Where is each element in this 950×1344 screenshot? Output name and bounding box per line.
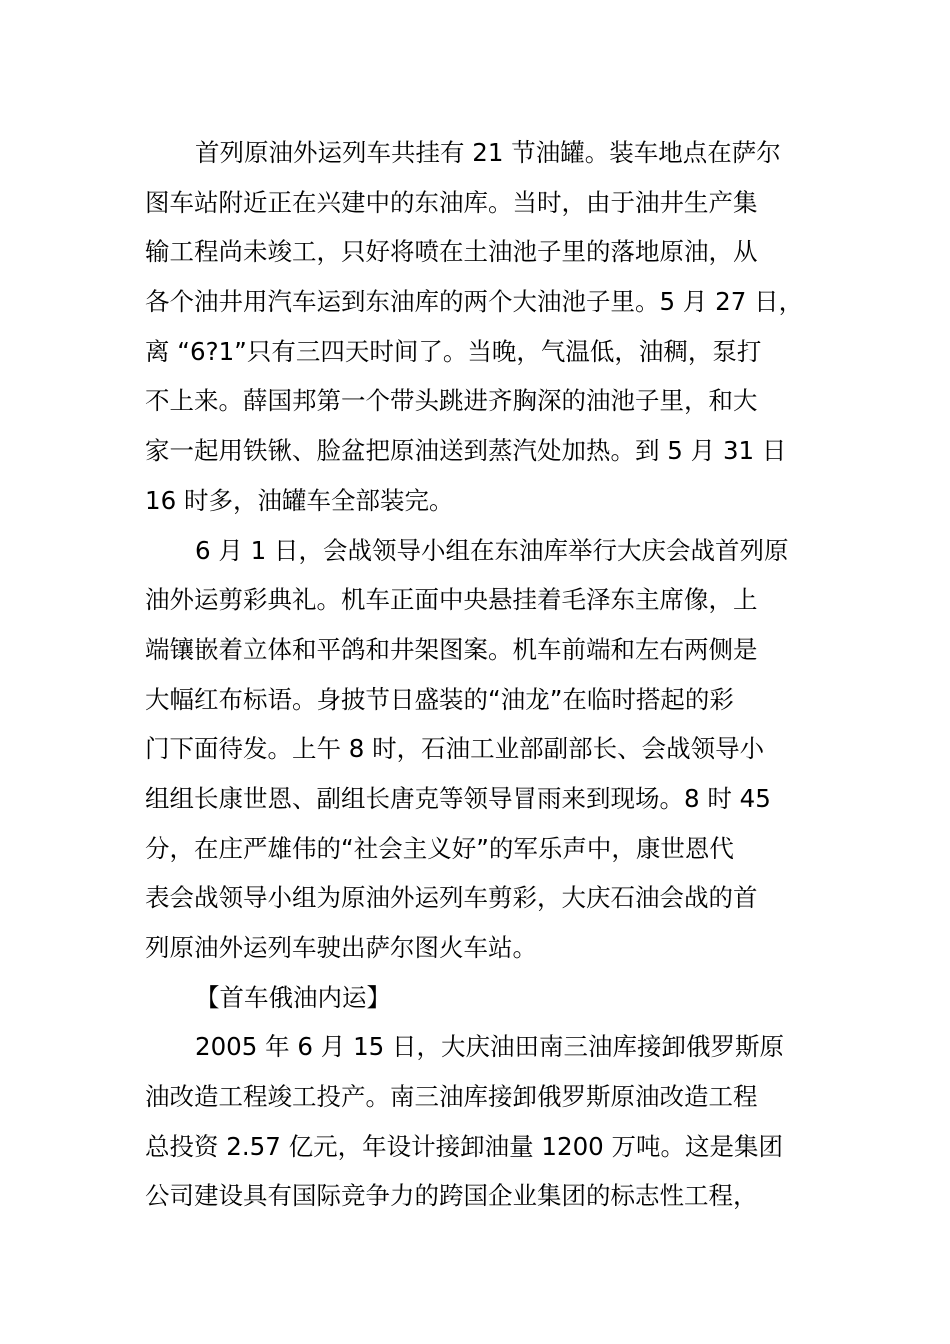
text-line: 公司建设具有国际竞争力的跨国企业集团的标志性工程， <box>145 1181 758 1211</box>
text-line: 首列原油外运列车共挂有 21 节油罐。装车地点在萨尔 <box>195 138 781 167</box>
text-line: 图车站附近正在兴建中的东油库。当时，由于油井生产集 <box>145 187 758 217</box>
heading-text: 【首车俄油内运】 <box>195 982 391 1012</box>
document-body <box>145 128 810 1221</box>
paragraph <box>145 1022 810 1221</box>
text-line: 列原油外运列车驶出萨尔图火车站。 <box>145 933 537 962</box>
text-line: 门下面待发。上午 8 时，石油工业部副部长、会战领导小 <box>145 734 765 764</box>
text-line: 组组长康世恩、副组长唐克等领导冒雨来到现场。8 时 45 <box>145 783 771 813</box>
text-line: 总投资 2.57 亿元，年设计接卸油量 1200 万吨。这是集团 <box>145 1131 784 1161</box>
text-line: 油外运剪彩典礼。机车正面中央悬挂着毛泽东主席像，上 <box>145 585 758 615</box>
text-line: 离 “6?1”只有三四天时间了。当晚，气温低，油稠，泵打 <box>145 336 762 366</box>
paragraph <box>145 526 810 973</box>
text-line: 油改造工程竣工投产。南三油库接卸俄罗斯原油改造工程 <box>145 1082 758 1112</box>
text-line: 端镶嵌着立体和平鸽和井架图案。机车前端和左右两侧是 <box>145 634 758 664</box>
text-line: 2005 年 6 月 15 日，大庆油田南三油库接卸俄罗斯原 <box>195 1032 785 1062</box>
paragraph <box>145 128 810 526</box>
text-line: 表会战领导小组为原油外运列车剪彩，大庆石油会战的首 <box>145 883 758 913</box>
text-line: 家一起用铁锹、脸盆把原油送到蒸汽处加热。到 5 月 31 日 <box>145 436 787 466</box>
text-line: 分，在庄严雄伟的“社会主义好”的军乐声中，康世恩代 <box>145 833 734 863</box>
text-line: 输工程尚未竣工，只好将喷在土油池子里的落地原油，从 <box>145 237 758 267</box>
text-line: 6 月 1 日，会战领导小组在东油库举行大庆会战首列原 <box>195 535 789 565</box>
text-line: 16 时多，油罐车全部装完。 <box>145 485 454 515</box>
text-line: 不上来。薛国邦第一个带头跳进齐胸深的油池子里，和大 <box>145 386 758 416</box>
section-heading <box>145 973 810 1023</box>
text-line: 各个油井用汽车运到东油库的两个大油池子里。5 月 27 日， <box>145 287 804 317</box>
text-line: 大幅红布标语。身披节日盛装的“油龙”在临时搭起的彩 <box>145 684 734 714</box>
